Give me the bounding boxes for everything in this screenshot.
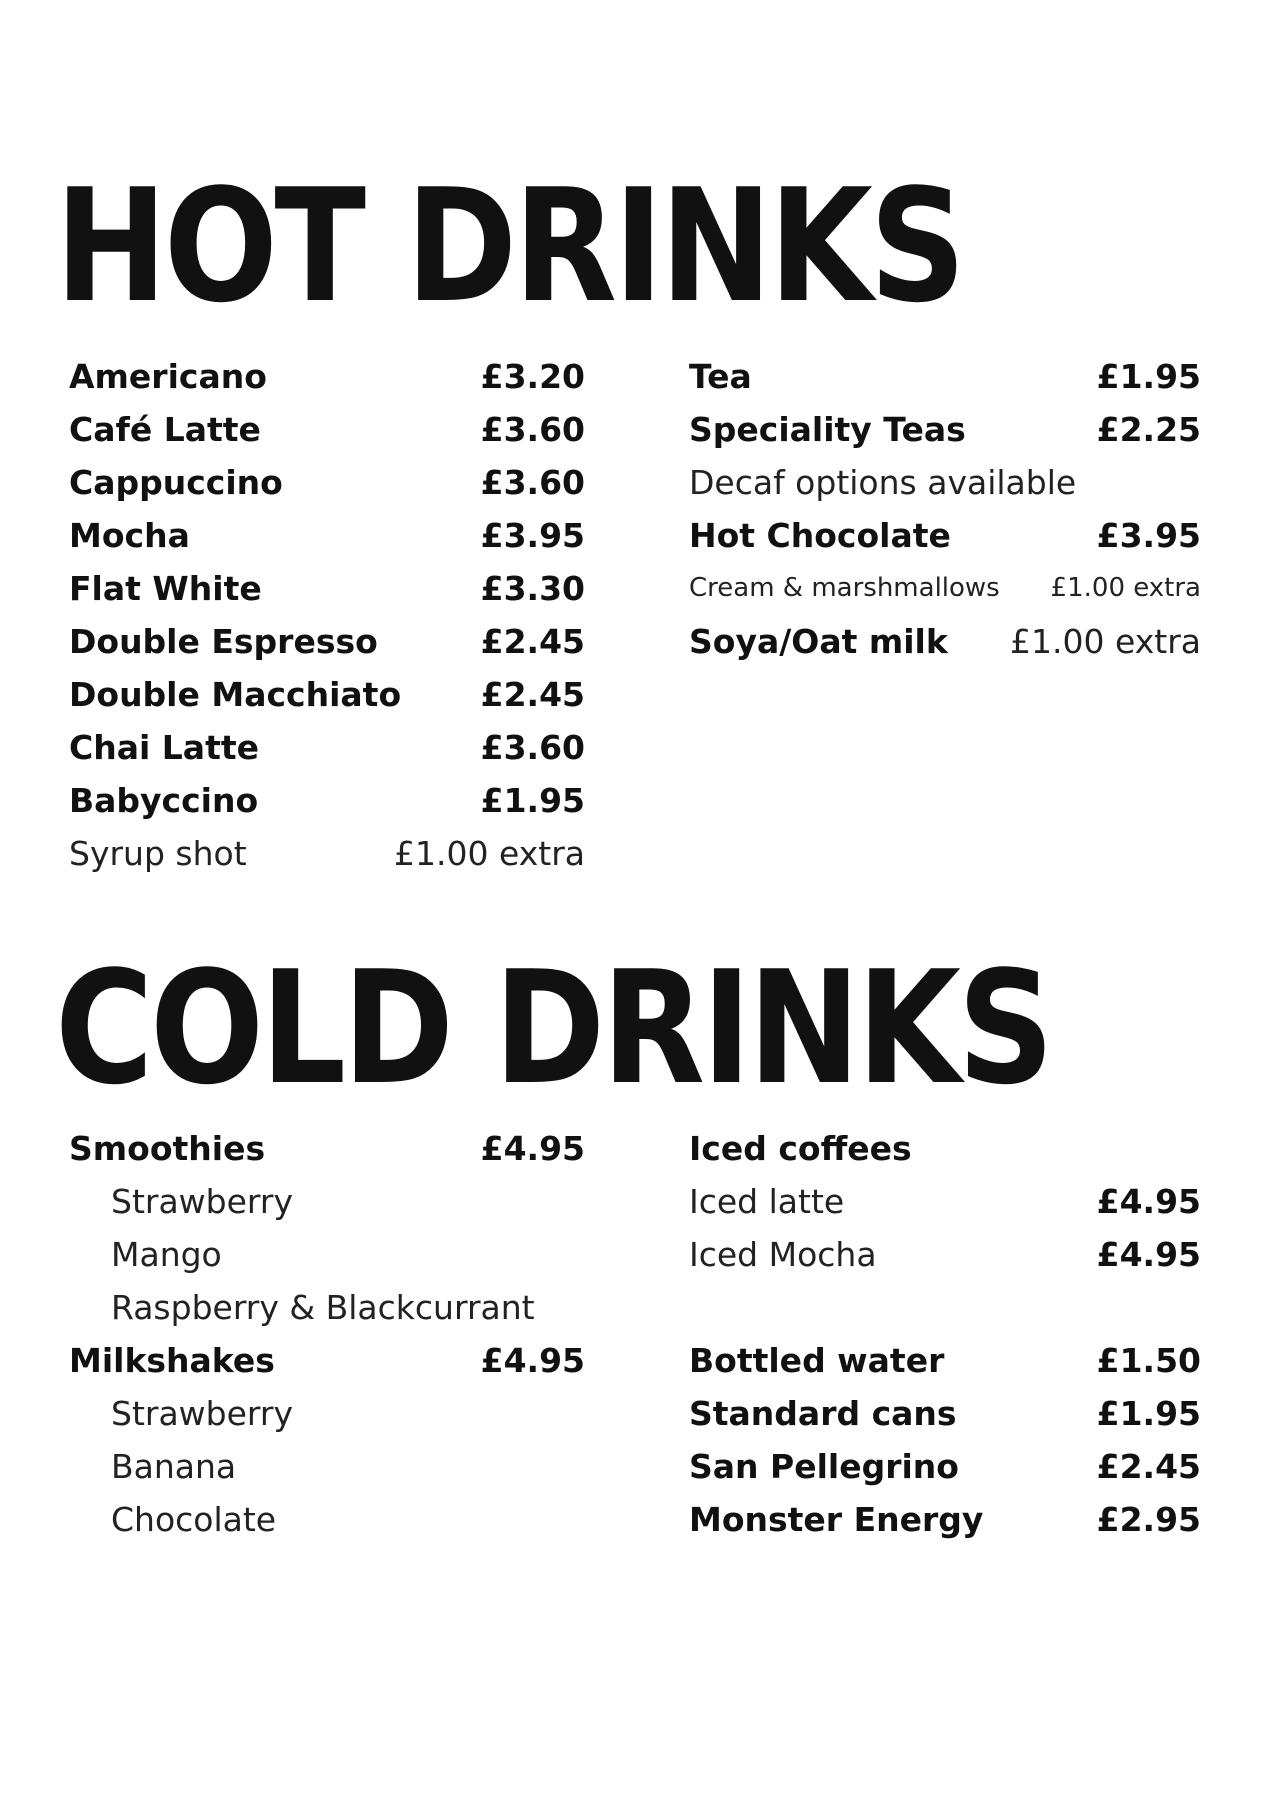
item-price: £3.95 [1096, 516, 1201, 555]
hot-drinks-right-column [689, 350, 1201, 668]
item-price: £3.30 [480, 569, 585, 608]
item-name: Mocha [69, 516, 190, 555]
item-name: Strawberry [111, 1182, 293, 1221]
item-name: San Pellegrino [689, 1447, 959, 1486]
item-price: £1.95 [1096, 1394, 1201, 1433]
item-name: Double Espresso [69, 622, 378, 661]
item-name: Hot Chocolate [689, 516, 951, 555]
menu-item-san-pellegrino [689, 1440, 1201, 1493]
item-name: Cappuccino [69, 463, 283, 502]
item-name: Café Latte [69, 410, 261, 449]
item-name: Syrup shot [69, 834, 247, 873]
milkshake-flavour-strawberry [69, 1387, 585, 1440]
item-name: Americano [69, 357, 267, 396]
smoothie-flavour-strawberry [69, 1175, 585, 1228]
item-name: Strawberry [111, 1394, 293, 1433]
item-name: Mango [111, 1235, 222, 1274]
item-name: Smoothies [69, 1129, 266, 1168]
menu-item-hot-chocolate [689, 509, 1201, 562]
item-name: Decaf options available [689, 463, 1077, 502]
menu-item-standard-cans [689, 1387, 1201, 1440]
hot-drinks-heading: HOT DRINKS [55, 155, 963, 337]
item-name: Monster Energy [689, 1500, 984, 1539]
milkshake-flavour-banana [69, 1440, 585, 1493]
menu-item-smoothies [69, 1122, 585, 1175]
item-name: Standard cans [689, 1394, 957, 1433]
item-price: £1.00 extra [394, 834, 585, 873]
spacer-row [689, 1281, 1201, 1334]
item-price: £4.95 [480, 1129, 585, 1168]
menu-item-iced-latte [689, 1175, 1201, 1228]
cold-drinks-left-column [69, 1122, 585, 1546]
menu-item-cafe-latte [69, 403, 585, 456]
menu-item-cappuccino [69, 456, 585, 509]
menu-item-monster-energy [689, 1493, 1201, 1546]
item-price: £2.95 [1096, 1500, 1201, 1539]
item-price: £3.60 [480, 410, 585, 449]
item-name: Milkshakes [69, 1341, 275, 1380]
menu-item-syrup-shot [69, 827, 585, 880]
smoothie-flavour-raspberry-blackcurrant [69, 1281, 585, 1334]
item-price: £1.50 [1096, 1341, 1201, 1380]
item-price: £2.45 [480, 622, 585, 661]
item-price: £4.95 [480, 1341, 585, 1380]
item-name: Chocolate [111, 1500, 277, 1539]
item-name: Speciality Teas [689, 410, 966, 449]
item-price: £3.95 [480, 516, 585, 555]
item-name: Raspberry & Blackcurrant [111, 1288, 535, 1327]
item-name: Soya/Oat milk [689, 622, 948, 661]
menu-item-double-espresso [69, 615, 585, 668]
item-price: £4.95 [1096, 1182, 1201, 1221]
item-price: £4.95 [1096, 1235, 1201, 1274]
menu-item-iced-mocha [689, 1228, 1201, 1281]
item-price: £3.60 [480, 728, 585, 767]
hot-drinks-left-column [69, 350, 585, 880]
menu-item-bottled-water [689, 1334, 1201, 1387]
item-price: £3.20 [480, 357, 585, 396]
item-price: £2.45 [480, 675, 585, 714]
item-name: Bottled water [689, 1341, 945, 1380]
item-price: £1.00 extra [1050, 573, 1201, 603]
item-name: Tea [689, 357, 752, 396]
menu-item-tea [689, 350, 1201, 403]
decaf-note [689, 456, 1201, 509]
menu-item-cream-marshmallows [689, 562, 1201, 615]
menu-item-mocha [69, 509, 585, 562]
item-price: £3.60 [480, 463, 585, 502]
cold-drinks-heading: COLD DRINKS [55, 937, 1051, 1119]
menu-item-flat-white [69, 562, 585, 615]
cold-drinks-right-column [689, 1122, 1201, 1546]
menu-item-babyccino [69, 774, 585, 827]
item-price: £2.25 [1096, 410, 1201, 449]
menu-item-milkshakes [69, 1334, 585, 1387]
menu-item-americano [69, 350, 585, 403]
item-price: £1.95 [480, 781, 585, 820]
smoothie-flavour-mango [69, 1228, 585, 1281]
menu-item-speciality-teas [689, 403, 1201, 456]
item-name: Cream & marshmallows [689, 573, 1000, 603]
item-name: Iced coffees [689, 1129, 912, 1168]
item-price: £1.00 extra [1010, 622, 1201, 661]
menu-item-chai-latte [69, 721, 585, 774]
menu-item-double-macchiato [69, 668, 585, 721]
item-name: Double Macchiato [69, 675, 402, 714]
item-name: Babyccino [69, 781, 259, 820]
milkshake-flavour-chocolate [69, 1493, 585, 1546]
item-name: Iced latte [689, 1182, 845, 1221]
menu-item-iced-coffees [689, 1122, 1201, 1175]
item-name: Iced Mocha [689, 1235, 877, 1274]
item-name: Banana [111, 1447, 237, 1486]
item-price: £1.95 [1096, 357, 1201, 396]
item-name: Chai Latte [69, 728, 260, 767]
item-name: Flat White [69, 569, 262, 608]
item-price: £2.45 [1096, 1447, 1201, 1486]
menu-item-soya-oat-milk [689, 615, 1201, 668]
